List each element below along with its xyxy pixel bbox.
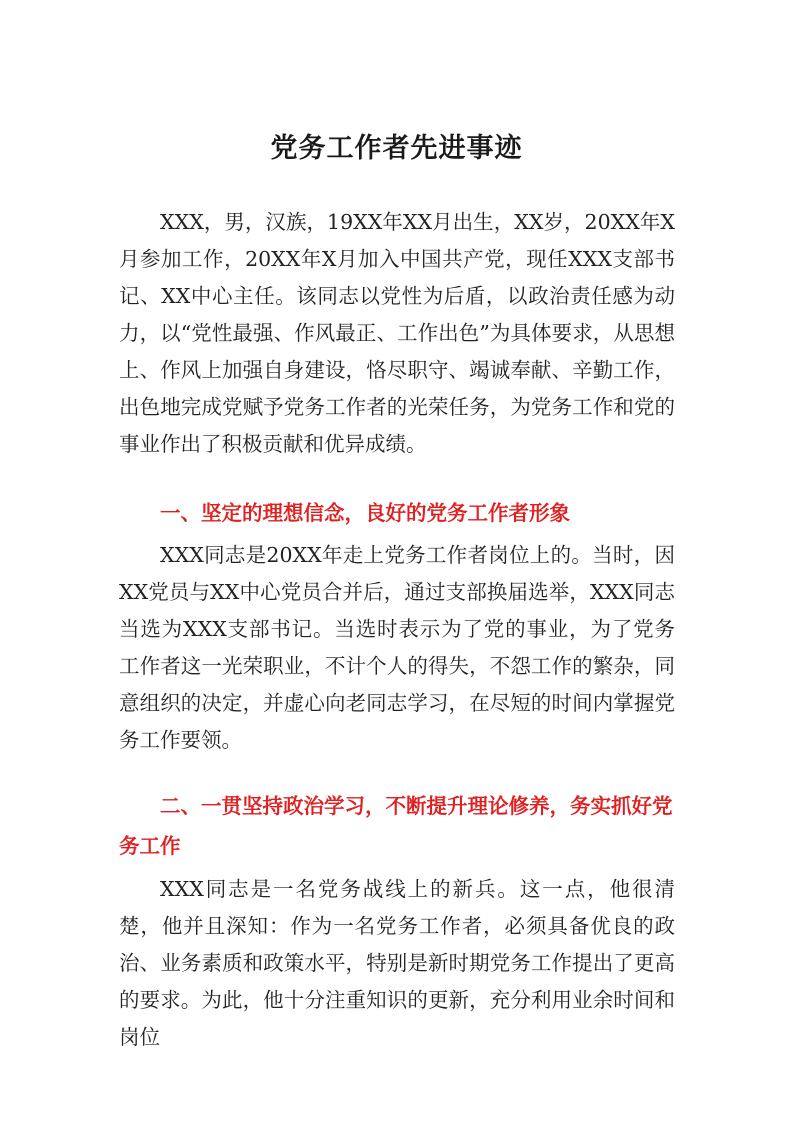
section-2-heading: 二、一贯坚持政治学习，不断提升理论修养，务实抓好党务工作	[119, 794, 673, 858]
section-1-heading: 一、坚定的理想信念，良好的党务工作者形象	[160, 501, 570, 525]
intro-paragraph: XXX，男，汉族，19XX年XX月出生，XX岁，20XX年X月参加工作，20XX年X月加入中国共产党，现任XXX支部书记、XX中心主任。该同志以党性为后盾，以政治责任感为动力，以“党性最强、作风最正、工作出色”为具体要求，从思想上、作风上加强自身建设，恪尽职守、竭诚奉献、辛勤工作，出色地完成党赋予党务工作者的光荣任务，为党务工作和党的事业作出了积极贡献和优异成绩。	[119, 210, 675, 456]
document-title: 党务工作者先进事迹	[270, 133, 523, 164]
section-2-paragraph: XXX同志是一名党务战线上的新兵。这一点，他很清楚，他并且深知：作为一名党务工作者，必须具备优良的政治、业务素质和政策水平，特别是新时期党务工作提出了更高的要求。为此，他十分注重知识的更新，充分利用业余时间和岗位	[119, 877, 675, 1049]
section-1-paragraph: XXX同志是20XX年走上党务工作者岗位上的。当时，因XX党员与XX中心党员合并后，通过支部换届选举，XXX同志当选为XXX支部书记。当选时表示为了党的事业，为了党务工作者这一光荣职业，不计个人的得失，不怨工作的繁杂，同意组织的决定，并虚心向老同志学习，在尽短的时间内掌握党务工作要领。	[119, 543, 675, 752]
